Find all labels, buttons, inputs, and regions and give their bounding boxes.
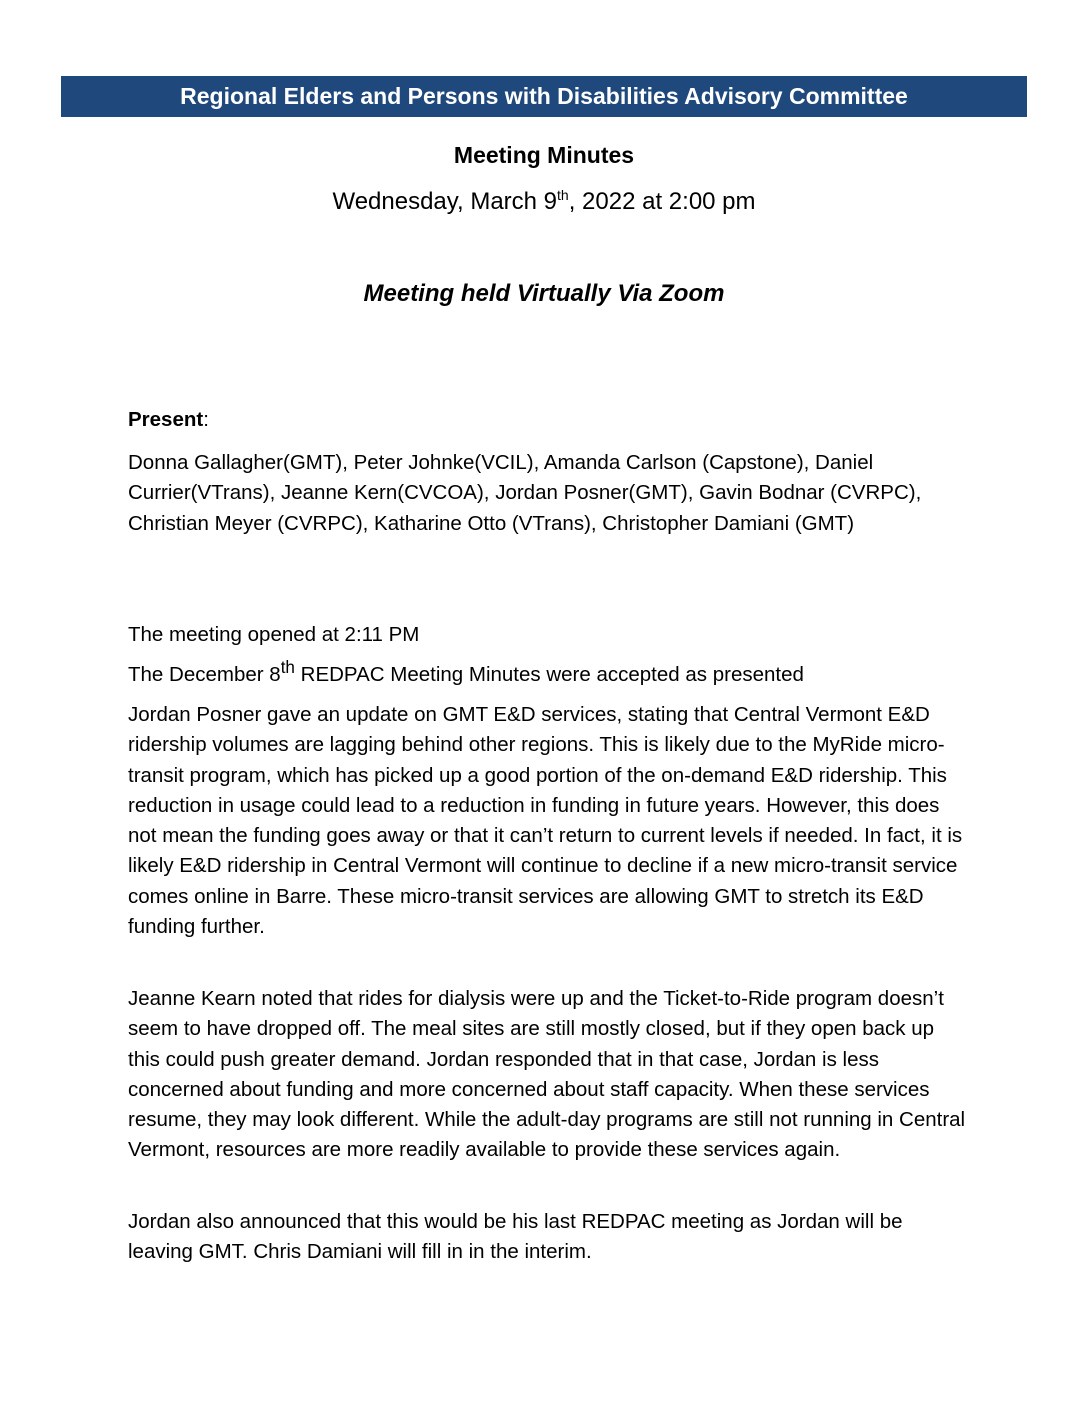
minutes-accepted-suffix: REDPAC Meeting Minutes were accepted as presented [294,663,804,686]
document-title: Meeting Minutes [453,142,635,168]
meeting-opened: The meeting opened at 2:11 PM [128,623,420,646]
present-colon: : [203,408,209,431]
present-label: Present [128,408,204,431]
committee-banner [61,76,1027,117]
meeting-date-ordinal: th [557,187,569,203]
paragraph-dialysis-rides: Jeanne Kearn noted that rides for dialysis were up and the Ticket-to-Ride program doesn’t seem to have dropped off. The meal sites are still mostly closed, but if they open back up this could push greater demand. Jordan responded that in that case, Jordan is less concerned about funding and more concerned about staff capacity. When these services resume, they may look different. While the adult-day programs are still not running in Central Vermont, resources are more readily available to provide these services again. [128,987,966,1162]
minutes-accepted-prefix: The December 8 [128,663,281,686]
paragraph-last-meeting: Jordan also announced that this would be his last REDPAC meeting as Jordan will be leaving GMT. Chris Damiani will fill in in the interim. [128,1210,903,1264]
meeting-venue: Meeting held Virtually Via Zoom [363,280,725,307]
meeting-date [0,188,1088,216]
present-heading [128,405,968,435]
meeting-date-suffix: , 2022 at 2:00 pm [568,188,756,215]
minutes-accepted [128,660,968,690]
paragraph-ed-services-update: Jordan Posner gave an update on GMT E&D services, stating that Central Vermont E&D ridership volumes are lagging behind other regions. This is likely due to the MyRide micro-transit program, which has picked up a good portion of the on-demand E&D ridership. This reduction in usage could lead to a reduction in funding in future years. However, this does not mean the funding goes away or that it can’t return to current levels if needed. In fact, it is likely E&D ridership in Central Vermont will continue to decline if a new micro-transit service comes online in Barre. These micro-transit services are allowing GMT to stretch its E&D funding further. [128,703,963,939]
attendees-list: Donna Gallagher(GMT), Peter Johnke(VCIL), Amanda Carlson (Capstone), Daniel Currier(VTrans), Jeanne Kern(CVCOA), Jordan Posner(GMT), Gavin Bodnar (CVRPC), Christian Meyer (CVRPC), Katharine Otto (VTrans), Christopher Damiani (GMT) [128,451,922,535]
minutes-accepted-ordinal: th [280,658,295,678]
committee-name: Regional Elders and Persons with Disabilities Advisory Committee [180,83,908,109]
meeting-date-prefix: Wednesday, March 9 [332,188,558,215]
